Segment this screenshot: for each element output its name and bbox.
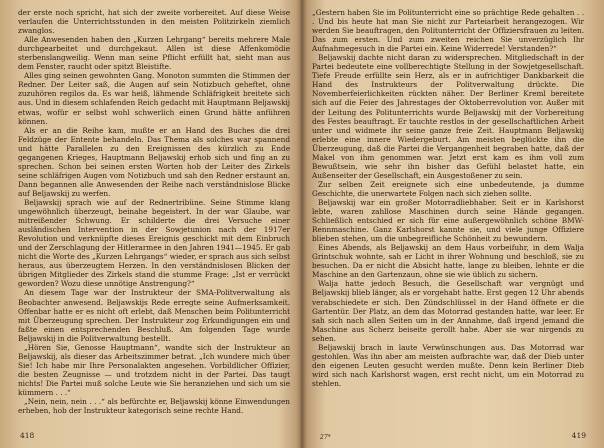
- left-page-number: 418: [20, 431, 35, 440]
- paragraph: Eines Abends, als Beljawskij an dem Haus vorbeifuhr, in dem Walja Grintschuk wohnte, sah er Licht in ihrer Wohnung und beschloß, sie zu besuchen. Da er nicht die Absicht hatte, lange zu bleiben, lehnte er die Maschine an den Gartenzaun, ohne sie wie üblich zu sichern.: [312, 243, 584, 280]
- paragraph: An diesem Tage war der Instrukteur der SMA-Politverwaltung als Beobachter anwesend. Beljawskijs Rede erregte seine Aufmerksamkeit. Offenbar hatte er es nicht oft erlebt, daß Menschen beim Politunterricht mit Überzeugung sprechen. Der Instrukteur zog Erkundigungen ein und faßte einen entsprechenden Beschluß. Am folgenden Tage wurde Beljawskij in die Politverwaltung bestellt.: [18, 288, 290, 343]
- left-page: [18, 8, 290, 440]
- paragraph: „Hören Sie, Genosse Hauptmann“, wandte sich der Instrukteur an Beljawskij, als dieser das Arbeitszimmer betrat. „Ich wundere mich über Sie! Ich habe mir Ihre Personalakten angesehen. Vorbildlicher Offizier, die besten Zeugnisse — und trotzdem nicht in der Partei. Das taugt nichts! Die Partei muß solche Leute wie Sie heranziehen und sich um sie kümmern . . .“: [18, 342, 290, 397]
- paragraph: Beljawskij dachte nicht daran zu widersprechen. Mitgliedschaft in der Partei bedeutete eine vollberechtigte Stellung in der Sowjetgesellschaft. Tiefe Freude erfüllte sein Herz, als er in aufrichtiger Dankbarkeit die Hand des Instrukteurs der Politverwaltung drückte. Die Novemberfeierlichkeiten rückten näher. Der Berliner Kreml bereitete sich auf die Feier des Jahrestages der Oktoberrevolution vor. Außer mit der Leitung des Politunterrichts wurde Beljawskij mit der Vorbereitung des Festes beauftragt. Er tauchte restlos in der gesellschaftlichen Arbeit unter und widmete ihr seine ganze freie Zeit. Hauptmann Beljawskij erlebte eine innere Wiedergeburt. Am meisten beglückte ihn die Überzeugung, daß die Partei die Vergangenheit begraben hatte, daß der Makel von ihm genommen war. Jetzt erst kam es ihm voll zum Bewußtsein, wie sehr ihn bisher das Gefühl belastet hatte, ein Außenseiter der Gesellschaft, ein Ausgestoßener zu sein.: [312, 53, 584, 180]
- paragraph: „Gestern haben Sie im Politunterricht eine so prächtige Rede gehalten . . . Und bis heute hat man Sie nicht zur Parteiarbeit herangezogen. Wir werden Sie beauftragen, den Politunterricht der Offiziersfrauen zu leiten. Das zum ersten. Und zum zweiten reichen Sie unverzüglich Ihr Aufnahmegesuch in die Partei ein. Keine Widerrede! Verstanden?“: [312, 8, 584, 54]
- printer-signature-mark: 27*: [320, 434, 331, 441]
- paragraph: Beljawskij brach in laute Verwünschungen aus. Das Motorrad war gestohlen. Was ihn aber am meisten aufbrachte war, daß der Dieb unter den eigenen Leuten gesucht werden mußte. Denn kein Berliner Dieb wird sich nach Karlshorst wagen, erst recht nicht, um ein Motorrad zu stehlen.: [312, 342, 584, 388]
- paragraph: Als er an die Reihe kam, mußte er an Hand des Buches die drei Feldzüge der Entente behandeln. Das Thema als solches war spannend und hätte Parallelen zu den Ereignissen des kürzlich zu Ende gegangenen Krieges, Hauptmann Beljawskij erhob sich und fing an zu sprechen. Schon bei seinen ersten Worten hob der Leiter des Zirkels seine schläfrigen Augen vom Notizbuch und sah den Redner erstaunt an. Dann begannen alle Anwesenden der Reihe nach verständnislose Blicke auf Beljawskij zu werfen.: [18, 125, 290, 198]
- paragraph: Beljawskij war ein großer Motorradliebhaber. Seit er in Karlshorst lebte, waren zahllose Maschinen durch seine Hände gegangen. Schließlich entschied er sich für eine außergewöhnlich schöne BMW-Rennmaschine. Ganz Karlshorst kannte sie, und viele junge Offiziere blieben stehen, um die unbegreifliche Schönheit zu bewundern.: [312, 197, 584, 244]
- paragraph: Alles ging seinen gewohnten Gang. Monoton summten die Stimmen der Redner. Der Leiter saß, die Augen auf sein Notizbuch geheftet, ohne zuzuhören regilos da. Es war heiß, lähmende Schläfrigkeit breitete sich aus. Und in diesem schlafenden Reich gedacht mit Hauptmann Beljawskij etwas, wofür er selbst wohl schwerlich einen Grund hätte anführen können.: [18, 71, 290, 126]
- paragraph: „Nein, nein, nein . . .“ als befürchte er, Beljawskij könne Einwendungen erheben, hob der Instrukteur kategorisch seine rechte Hand.: [18, 397, 290, 416]
- paragraph: Beljawskij sprach wie auf der Rednertribüne. Seine Stimme klang ungewöhnlich überzeugt, beinahe begeistert. In der war Glaube, war mitreißender Schwung. Er schilderte die drei Versuche einer ausländischen Intervention in der Sowjetunion nach der 1917er Revolution und verknüpfte dieses Ereignis geschickt mit dem Einbruch und der Zerschlagung der Hitlerarmee in den Jahren 1941—1945. Er gab nicht die Worte des „Kurzen Lehrgangs“ wieder, er sprach aus sich selbst heraus, aus überzeugtem Herzen. In den verständnislosen Blicken der übrigen Mitglieder des Zirkels stand die stumme Frage: „Ist er verrückt geworden? Wozu diese unnötige Anstrengung?“: [18, 197, 290, 289]
- paragraph: Zur selben Zeit ereignete sich eine unbedeutende, ja dumme Geschichte, die unerwartete Folgen nach sich ziehen sollte.: [312, 179, 584, 198]
- right-page-text: [312, 8, 584, 388]
- paragraph: Alle Anwesenden haben den „Kurzen Lehrgang“ bereits mehrere Male durchgearbeitet und durchgekaut. Allen ist diese Affenkomödie sterbenslangweilig. Wenn man seine Pflicht erfüllt hat, sieht man aus dem Fenster, raucht oder spitzt Bleistifte.: [18, 35, 290, 72]
- paragraph: Walja hatte jedoch Besuch, die Gesellschaft war vergnügt und Beljawskij blieb länger, als er vorgehabt hatte. Erst gegen 12 Uhr abends verabschiedete er sich. Den Zündschlüssel in der Hand öffnete er die Gartentür. Der Platz, an dem das Motorrad gestanden hatte, war leer. Er sah sich nach allen Seiten um in der Annahme, daß irgend jemand die Maschine aus Scherz beiseite gerollt habe. Aber sie war nirgends zu sehen.: [312, 279, 584, 343]
- paragraph: der erste noch spricht, hat sich der zweite vorbereitet. Auf diese Weise verlaufen die Unterrichtsstunden in den meisten Politzirkeln ziemlich zwanglos.: [18, 8, 290, 36]
- left-page-text: [18, 8, 290, 415]
- right-page-number: 419: [571, 431, 586, 440]
- right-page: [312, 8, 584, 440]
- book-gutter: [296, 0, 308, 448]
